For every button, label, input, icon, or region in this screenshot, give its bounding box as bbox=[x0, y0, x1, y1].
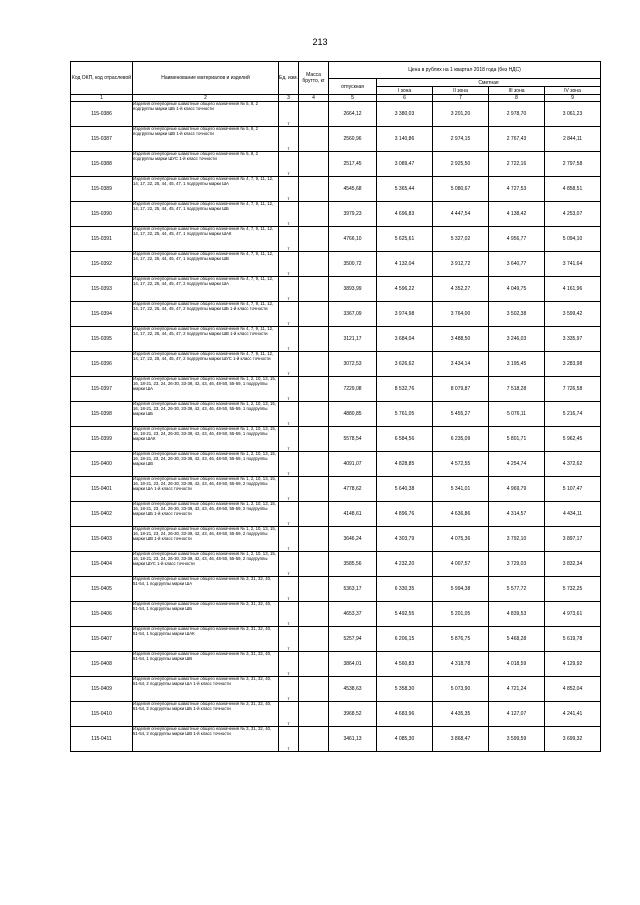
row-zone-3-price: 2 722,16 bbox=[489, 152, 545, 177]
row-zone-3-price: 3 599,59 bbox=[489, 727, 545, 752]
row-zone-2-price: 4 318,78 bbox=[433, 652, 489, 677]
row-name: Изделия огнеупорные шамотные общего назначения № 4, 7, 9, 11, 12, 14, 17, 22, 25, 44, 45, 47, 2 подгруппы марки ШВ 1-й класс точности bbox=[133, 327, 279, 352]
row-unit: т bbox=[279, 552, 299, 577]
row-zone-4-price: 7 726,58 bbox=[545, 377, 601, 402]
row-code: 115-0389 bbox=[71, 177, 133, 202]
row-zone-3-price: 4 314,57 bbox=[489, 502, 545, 527]
row-zone-1-price: 4 896,76 bbox=[377, 502, 433, 527]
row-unit: т bbox=[279, 702, 299, 727]
row-unit: т bbox=[279, 427, 299, 452]
row-zone-2-price: 4 572,55 bbox=[433, 452, 489, 477]
header-zone-3: III зона bbox=[489, 87, 545, 95]
row-mass bbox=[299, 602, 329, 627]
row-zone-4-price: 3 335,97 bbox=[545, 327, 601, 352]
row-mass bbox=[299, 127, 329, 152]
row-code: 115-0404 bbox=[71, 552, 133, 577]
row-release-price: 2560,96 bbox=[329, 127, 377, 152]
row-release-price: 4091,07 bbox=[329, 452, 377, 477]
row-zone-2-price: 2 974,15 bbox=[433, 127, 489, 152]
row-name: Изделия огнеупорные шамотные общего назначения № 1, 2, 10, 13, 15, 16, 18-21, 23, 24, 26-30, 33-39, 42, 43, 46, 48-50, 55-59, 2 подгруппы марки ША 1-й класс точности bbox=[133, 477, 279, 502]
row-zone-2-price: 5 080,67 bbox=[433, 177, 489, 202]
row-release-price: 3500,72 bbox=[329, 252, 377, 277]
column-number: 5 bbox=[329, 95, 377, 102]
row-zone-3-price: 2 978,70 bbox=[489, 102, 545, 127]
row-release-price: 5363,17 bbox=[329, 577, 377, 602]
row-zone-3-price: 7 518,28 bbox=[489, 377, 545, 402]
table-row bbox=[71, 602, 601, 627]
row-zone-4-price: 5 962,45 bbox=[545, 427, 601, 452]
row-unit: т bbox=[279, 727, 299, 752]
row-unit: т bbox=[279, 252, 299, 277]
row-release-price: 3461,13 bbox=[329, 727, 377, 752]
row-zone-4-price: 3 283,98 bbox=[545, 352, 601, 377]
row-zone-2-price: 4 352,27 bbox=[433, 277, 489, 302]
row-zone-2-price: 8 079,87 bbox=[433, 377, 489, 402]
row-zone-1-price: 6 584,56 bbox=[377, 427, 433, 452]
row-name: Изделия огнеупорные шамотные общего назначения № 4, 7, 9, 11, 12, 14, 17, 22, 25, 44, 45, 47, 2 подгруппы марки ША bbox=[133, 277, 279, 302]
row-release-price: 3646,24 bbox=[329, 527, 377, 552]
row-release-price: 5257,94 bbox=[329, 627, 377, 652]
table-row bbox=[71, 527, 601, 552]
row-name: Изделия огнеупорные шамотные общего назначения № 1, 2, 10, 13, 15, 16, 18-21, 23, 24, 26-30, 33-39, 42, 43, 46, 48-50, 55-59, 1 подгруппы марки ШВ bbox=[133, 452, 279, 477]
row-zone-1-price: 3 974,98 bbox=[377, 302, 433, 327]
row-name: Изделия огнеупорные шамотные общего назначения № 5, 8, 2 подгруппы марки ШУС 1-й класс точности bbox=[133, 152, 279, 177]
row-unit: т bbox=[279, 627, 299, 652]
row-zone-2-price: 3 764,00 bbox=[433, 302, 489, 327]
row-zone-4-price: 5 216,74 bbox=[545, 402, 601, 427]
row-name: Изделия огнеупорные шамотные общего назначения № 5, 8, 2 подгруппы марки ШБ 1-й класс точности bbox=[133, 102, 279, 127]
row-mass bbox=[299, 277, 329, 302]
row-zone-1-price: 4 303,79 bbox=[377, 527, 433, 552]
row-zone-4-price: 5 107,47 bbox=[545, 477, 601, 502]
row-release-price: 3585,56 bbox=[329, 552, 377, 577]
row-code: 115-0402 bbox=[71, 502, 133, 527]
row-mass bbox=[299, 677, 329, 702]
row-name: Изделия огнеупорные шамотные общего назначения № 3, 31, 32, 40, 51-54, 2 подгруппы марки ШБ 1-й класс точности bbox=[133, 702, 279, 727]
row-zone-2-price: 3 201,20 bbox=[433, 102, 489, 127]
row-mass bbox=[299, 252, 329, 277]
row-name: Изделия огнеупорные шамотные общего назначения № 4, 7, 9, 11, 12, 14, 17, 22, 25, 44, 45, 47, 1 подгруппы марки ШВ bbox=[133, 252, 279, 277]
row-zone-2-price: 4 636,86 bbox=[433, 502, 489, 527]
row-code: 115-0395 bbox=[71, 327, 133, 352]
row-zone-1-price: 4 560,83 bbox=[377, 652, 433, 677]
row-zone-1-price: 4 232,20 bbox=[377, 552, 433, 577]
row-zone-4-price: 4 434,11 bbox=[545, 502, 601, 527]
row-zone-2-price: 5 201,05 bbox=[433, 602, 489, 627]
row-release-price: 4148,61 bbox=[329, 502, 377, 527]
row-zone-1-price: 4 683,96 bbox=[377, 702, 433, 727]
row-mass bbox=[299, 702, 329, 727]
row-zone-4-price: 4 253,07 bbox=[545, 202, 601, 227]
row-zone-2-price: 2 925,50 bbox=[433, 152, 489, 177]
row-release-price: 3968,52 bbox=[329, 702, 377, 727]
row-mass bbox=[299, 527, 329, 552]
row-code: 115-0410 bbox=[71, 702, 133, 727]
table-row bbox=[71, 102, 601, 127]
row-release-price: 4880,85 bbox=[329, 402, 377, 427]
table-row bbox=[71, 402, 601, 427]
row-zone-1-price: 8 532,76 bbox=[377, 377, 433, 402]
row-zone-3-price: 3 502,38 bbox=[489, 302, 545, 327]
row-zone-4-price: 4 372,62 bbox=[545, 452, 601, 477]
row-name: Изделия огнеупорные шамотные общего назначения № 1, 2, 10, 13, 15, 16, 18-21, 23, 24, 26-30, 33-39, 42, 43, 46, 48-50, 55-59, 2 подгруппы марки ШВ 1-й класс точности bbox=[133, 527, 279, 552]
table-row bbox=[71, 327, 601, 352]
row-release-price: 4538,63 bbox=[329, 677, 377, 702]
row-name: Изделия огнеупорные шамотные общего назначения № 3, 31, 32, 40, 51-54, 1 подгруппы марки ША bbox=[133, 577, 279, 602]
row-unit: т bbox=[279, 177, 299, 202]
header-unit: Ед. изм. bbox=[279, 62, 299, 95]
header-price-title: Цена в рублях на 1 квартал 2018 года (без НДС) bbox=[329, 62, 601, 79]
row-unit: т bbox=[279, 352, 299, 377]
row-zone-4-price: 3 741,64 bbox=[545, 252, 601, 277]
row-mass bbox=[299, 102, 329, 127]
table-row bbox=[71, 352, 601, 377]
row-name: Изделия огнеупорные шамотные общего назначения № 1, 2, 10, 13, 15, 16, 18-21, 23, 24, 26-30, 33-39, 42, 43, 46, 48-50, 55-59, 2 подгруппы марки ШБ 1-й класс точности bbox=[133, 502, 279, 527]
table-row bbox=[71, 127, 601, 152]
row-code: 115-0400 bbox=[71, 452, 133, 477]
header-name: Наименование материалов и изделий bbox=[133, 62, 279, 95]
row-zone-3-price: 4 049,75 bbox=[489, 277, 545, 302]
row-zone-4-price: 3 897,17 bbox=[545, 527, 601, 552]
row-code: 115-0391 bbox=[71, 227, 133, 252]
row-zone-4-price: 3 832,34 bbox=[545, 552, 601, 577]
row-name: Изделия огнеупорные шамотные общего назначения № 1, 2, 10, 13, 15, 16, 18-21, 23, 24, 26-30, 33-39, 42, 43, 46, 48-50, 55-59, 1 подгруппы марки ШАК bbox=[133, 427, 279, 452]
row-release-price: 7229,08 bbox=[329, 377, 377, 402]
row-mass bbox=[299, 652, 329, 677]
row-zone-4-price: 5 619,78 bbox=[545, 627, 601, 652]
row-zone-4-price: 4 161,96 bbox=[545, 277, 601, 302]
row-unit: т bbox=[279, 402, 299, 427]
row-code: 115-0406 bbox=[71, 602, 133, 627]
row-release-price: 3121,17 bbox=[329, 327, 377, 352]
row-zone-1-price: 3 684,04 bbox=[377, 327, 433, 352]
row-zone-2-price: 4 075,36 bbox=[433, 527, 489, 552]
row-zone-2-price: 3 868,47 bbox=[433, 727, 489, 752]
row-zone-2-price: 3 434,14 bbox=[433, 352, 489, 377]
row-mass bbox=[299, 727, 329, 752]
row-code: 115-0409 bbox=[71, 677, 133, 702]
row-zone-3-price: 5 577,72 bbox=[489, 577, 545, 602]
row-zone-4-price: 2 844,11 bbox=[545, 127, 601, 152]
header-estimate: Сметная bbox=[377, 79, 601, 87]
row-zone-1-price: 6 330,35 bbox=[377, 577, 433, 602]
table-row bbox=[71, 227, 601, 252]
row-zone-1-price: 5 365,44 bbox=[377, 177, 433, 202]
table-row bbox=[71, 152, 601, 177]
table-row bbox=[71, 552, 601, 577]
row-mass bbox=[299, 227, 329, 252]
row-zone-4-price: 4 129,92 bbox=[545, 652, 601, 677]
row-code: 115-0405 bbox=[71, 577, 133, 602]
row-zone-4-price: 4 241,41 bbox=[545, 702, 601, 727]
row-zone-3-price: 3 246,03 bbox=[489, 327, 545, 352]
row-zone-3-price: 4 018,59 bbox=[489, 652, 545, 677]
row-code: 115-0403 bbox=[71, 527, 133, 552]
column-number: 7 bbox=[433, 95, 489, 102]
header-release: отпускная bbox=[329, 79, 377, 95]
row-zone-1-price: 5 492,55 bbox=[377, 602, 433, 627]
row-zone-2-price: 5 876,75 bbox=[433, 627, 489, 652]
table-body bbox=[71, 102, 601, 752]
row-unit: т bbox=[279, 327, 299, 352]
row-name: Изделия огнеупорные шамотные общего назначения № 1, 2, 10, 13, 15, 16, 18-21, 23, 24, 26-30, 33-39, 42, 43, 46, 48-50, 55-59, 1 подгруппы марки ШБ bbox=[133, 402, 279, 427]
row-release-price: 5578,54 bbox=[329, 427, 377, 452]
row-unit: т bbox=[279, 452, 299, 477]
row-name: Изделия огнеупорные шамотные общего назначения № 4, 7, 9, 11, 12, 14, 17, 22, 25, 44, 45, 47, 2 подгруппы марки ШУС 1-й класс точности bbox=[133, 352, 279, 377]
row-release-price: 4545,68 bbox=[329, 177, 377, 202]
row-zone-1-price: 5 625,61 bbox=[377, 227, 433, 252]
row-zone-3-price: 4 138,42 bbox=[489, 202, 545, 227]
table-row bbox=[71, 427, 601, 452]
row-code: 115-0398 bbox=[71, 402, 133, 427]
row-code: 115-0407 bbox=[71, 627, 133, 652]
row-release-price: 3072,53 bbox=[329, 352, 377, 377]
row-zone-1-price: 4 085,30 bbox=[377, 727, 433, 752]
row-code: 115-0390 bbox=[71, 202, 133, 227]
row-code: 115-0394 bbox=[71, 302, 133, 327]
row-mass bbox=[299, 377, 329, 402]
row-mass bbox=[299, 302, 329, 327]
row-release-price: 2664,12 bbox=[329, 102, 377, 127]
row-release-price: 4766,10 bbox=[329, 227, 377, 252]
row-mass bbox=[299, 427, 329, 452]
row-name: Изделия огнеупорные шамотные общего назначения № 1, 2, 10, 13, 15, 16, 18-21, 23, 24, 26-30, 33-39, 42, 43, 46, 48-50, 55-59, 2 подгруппы марки ШУС 1-й класс точности bbox=[133, 552, 279, 577]
column-number: 9 bbox=[545, 95, 601, 102]
row-zone-4-price: 3 061,23 bbox=[545, 102, 601, 127]
row-mass bbox=[299, 402, 329, 427]
row-unit: т bbox=[279, 227, 299, 252]
row-code: 115-0408 bbox=[71, 652, 133, 677]
row-zone-3-price: 4 721,24 bbox=[489, 677, 545, 702]
row-zone-4-price: 4 858,51 bbox=[545, 177, 601, 202]
table-row bbox=[71, 377, 601, 402]
header-zone-2: II зона bbox=[433, 87, 489, 95]
price-table bbox=[70, 61, 601, 752]
row-release-price: 3864,01 bbox=[329, 652, 377, 677]
row-code: 115-0397 bbox=[71, 377, 133, 402]
row-mass bbox=[299, 552, 329, 577]
row-zone-2-price: 5 327,02 bbox=[433, 227, 489, 252]
row-zone-1-price: 3 140,86 bbox=[377, 127, 433, 152]
row-unit: т bbox=[279, 502, 299, 527]
row-zone-1-price: 4 132,04 bbox=[377, 252, 433, 277]
row-zone-1-price: 3 626,62 bbox=[377, 352, 433, 377]
row-release-price: 3979,23 bbox=[329, 202, 377, 227]
column-number: 1 bbox=[71, 95, 133, 102]
row-mass bbox=[299, 577, 329, 602]
row-code: 115-0393 bbox=[71, 277, 133, 302]
row-release-price: 4653,37 bbox=[329, 602, 377, 627]
row-zone-3-price: 5 076,11 bbox=[489, 402, 545, 427]
row-unit: т bbox=[279, 527, 299, 552]
row-zone-4-price: 2 797,58 bbox=[545, 152, 601, 177]
row-name: Изделия огнеупорные шамотные общего назначения № 3, 31, 32, 40, 51-54, 1 подгруппы марки ШАК bbox=[133, 627, 279, 652]
row-zone-1-price: 5 640,38 bbox=[377, 477, 433, 502]
row-name: Изделия огнеупорные шамотные общего назначения № 3, 31, 32, 40, 51-54, 2 подгруппы марки ШВ 1-й класс точности bbox=[133, 727, 279, 752]
row-name: Изделия огнеупорные шамотные общего назначения № 4, 7, 9, 11, 12, 14, 17, 22, 25, 44, 45, 47, 1 подгруппы марки ША bbox=[133, 177, 279, 202]
header-zone-1: I зона bbox=[377, 87, 433, 95]
table-row bbox=[71, 577, 601, 602]
row-code: 115-0386 bbox=[71, 102, 133, 127]
row-zone-3-price: 4 956,77 bbox=[489, 227, 545, 252]
table-row bbox=[71, 502, 601, 527]
row-code: 115-0396 bbox=[71, 352, 133, 377]
row-name: Изделия огнеупорные шамотные общего назначения № 3, 31, 32, 40, 51-54, 2 подгруппы марки ША 1-й класс точности bbox=[133, 677, 279, 702]
row-mass bbox=[299, 202, 329, 227]
column-number: 6 bbox=[377, 95, 433, 102]
row-zone-4-price: 3 699,32 bbox=[545, 727, 601, 752]
table-row bbox=[71, 202, 601, 227]
table-row bbox=[71, 452, 601, 477]
row-zone-2-price: 6 235,09 bbox=[433, 427, 489, 452]
row-zone-1-price: 3 380,03 bbox=[377, 102, 433, 127]
row-unit: т bbox=[279, 277, 299, 302]
row-unit: т bbox=[279, 202, 299, 227]
row-unit: т bbox=[279, 652, 299, 677]
row-zone-3-price: 4 127,07 bbox=[489, 702, 545, 727]
row-name: Изделия огнеупорные шамотные общего назначения № 3, 31, 32, 40, 51-54, 1 подгруппы марки ШВ bbox=[133, 652, 279, 677]
header-zone-4: IV зона bbox=[545, 87, 601, 95]
row-mass bbox=[299, 452, 329, 477]
row-unit: т bbox=[279, 302, 299, 327]
row-name: Изделия огнеупорные шамотные общего назначения № 5, 8, 2 подгруппы марки ШВ 1-й класс точности bbox=[133, 127, 279, 152]
column-number: 3 bbox=[279, 95, 299, 102]
header-mass: Масса брутто, кг bbox=[299, 62, 329, 95]
row-zone-1-price: 6 206,15 bbox=[377, 627, 433, 652]
row-release-price: 3367,09 bbox=[329, 302, 377, 327]
table-row bbox=[71, 252, 601, 277]
row-zone-3-price: 3 729,03 bbox=[489, 552, 545, 577]
row-zone-3-price: 5 468,28 bbox=[489, 627, 545, 652]
row-zone-2-price: 5 455,27 bbox=[433, 402, 489, 427]
row-name: Изделия огнеупорные шамотные общего назначения № 4, 7, 9, 11, 12, 14, 17, 22, 25, 44, 45, 47, 1 подгруппы марки ШБ bbox=[133, 202, 279, 227]
row-unit: т bbox=[279, 152, 299, 177]
row-zone-3-price: 5 801,71 bbox=[489, 427, 545, 452]
row-zone-4-price: 5 094,10 bbox=[545, 227, 601, 252]
row-name: Изделия огнеупорные шамотные общего назначения № 3, 31, 32, 40, 51-54, 1 подгруппы марки ШБ bbox=[133, 602, 279, 627]
row-zone-4-price: 4 973,61 bbox=[545, 602, 601, 627]
row-release-price: 4778,62 bbox=[329, 477, 377, 502]
row-code: 115-0387 bbox=[71, 127, 133, 152]
row-zone-4-price: 5 732,25 bbox=[545, 577, 601, 602]
row-zone-1-price: 4 828,85 bbox=[377, 452, 433, 477]
row-mass bbox=[299, 477, 329, 502]
row-zone-3-price: 4 969,79 bbox=[489, 477, 545, 502]
table-row bbox=[71, 677, 601, 702]
row-zone-1-price: 3 089,47 bbox=[377, 152, 433, 177]
row-zone-1-price: 5 761,05 bbox=[377, 402, 433, 427]
row-zone-4-price: 3 599,42 bbox=[545, 302, 601, 327]
table-row bbox=[71, 277, 601, 302]
row-name: Изделия огнеупорные шамотные общего назначения № 1, 2, 10, 13, 15, 16, 18-21, 23, 24, 26-30, 33-39, 42, 43, 46, 48-50, 55-59, 1 подгруппы марки ША bbox=[133, 377, 279, 402]
header-code: Код ОКП, код отраслевой bbox=[71, 62, 133, 95]
row-name: Изделия огнеупорные шамотные общего назначения № 4, 7, 9, 11, 12, 14, 17, 22, 25, 44, 45, 47, 1 подгруппы марки ШАК bbox=[133, 227, 279, 252]
column-number: 8 bbox=[489, 95, 545, 102]
row-zone-2-price: 4 447,54 bbox=[433, 202, 489, 227]
row-zone-3-price: 3 792,10 bbox=[489, 527, 545, 552]
row-zone-2-price: 4 007,57 bbox=[433, 552, 489, 577]
row-zone-3-price: 4 254,74 bbox=[489, 452, 545, 477]
row-zone-1-price: 5 358,30 bbox=[377, 677, 433, 702]
row-code: 115-0388 bbox=[71, 152, 133, 177]
row-zone-3-price: 2 767,43 bbox=[489, 127, 545, 152]
page-number: 213 bbox=[312, 37, 328, 47]
table-row bbox=[71, 652, 601, 677]
row-unit: т bbox=[279, 477, 299, 502]
row-zone-2-price: 3 912,72 bbox=[433, 252, 489, 277]
row-unit: т bbox=[279, 127, 299, 152]
row-unit: т bbox=[279, 102, 299, 127]
table-row bbox=[71, 177, 601, 202]
row-code: 115-0392 bbox=[71, 252, 133, 277]
row-unit: т bbox=[279, 602, 299, 627]
column-number: 2 bbox=[133, 95, 279, 102]
row-zone-4-price: 4 852,04 bbox=[545, 677, 601, 702]
row-release-price: 2517,45 bbox=[329, 152, 377, 177]
column-number: 4 bbox=[299, 95, 329, 102]
row-zone-2-price: 5 341,01 bbox=[433, 477, 489, 502]
table-row bbox=[71, 477, 601, 502]
row-code: 115-0399 bbox=[71, 427, 133, 452]
row-zone-3-price: 3 640,77 bbox=[489, 252, 545, 277]
table-row bbox=[71, 627, 601, 652]
row-zone-2-price: 3 488,50 bbox=[433, 327, 489, 352]
row-zone-3-price: 3 195,45 bbox=[489, 352, 545, 377]
row-zone-1-price: 4 596,22 bbox=[377, 277, 433, 302]
row-release-price: 3893,99 bbox=[329, 277, 377, 302]
row-zone-2-price: 5 994,38 bbox=[433, 577, 489, 602]
row-mass bbox=[299, 177, 329, 202]
row-code: 115-0401 bbox=[71, 477, 133, 502]
row-zone-2-price: 4 435,35 bbox=[433, 702, 489, 727]
row-unit: т bbox=[279, 577, 299, 602]
row-name: Изделия огнеупорные шамотные общего назначения № 4, 7, 9, 11, 12, 14, 17, 22, 25, 44, 45, 47, 2 подгруппы марки ШБ 1-й класс точности bbox=[133, 302, 279, 327]
row-mass bbox=[299, 352, 329, 377]
row-mass bbox=[299, 627, 329, 652]
table-row bbox=[71, 727, 601, 752]
row-mass bbox=[299, 327, 329, 352]
table-row bbox=[71, 702, 601, 727]
row-code: 115-0411 bbox=[71, 727, 133, 752]
row-zone-2-price: 5 073,90 bbox=[433, 677, 489, 702]
row-unit: т bbox=[279, 677, 299, 702]
row-zone-3-price: 4 839,53 bbox=[489, 602, 545, 627]
row-zone-3-price: 4 727,53 bbox=[489, 177, 545, 202]
row-mass bbox=[299, 502, 329, 527]
row-zone-1-price: 4 696,83 bbox=[377, 202, 433, 227]
table-row bbox=[71, 302, 601, 327]
row-unit: т bbox=[279, 377, 299, 402]
row-mass bbox=[299, 152, 329, 177]
